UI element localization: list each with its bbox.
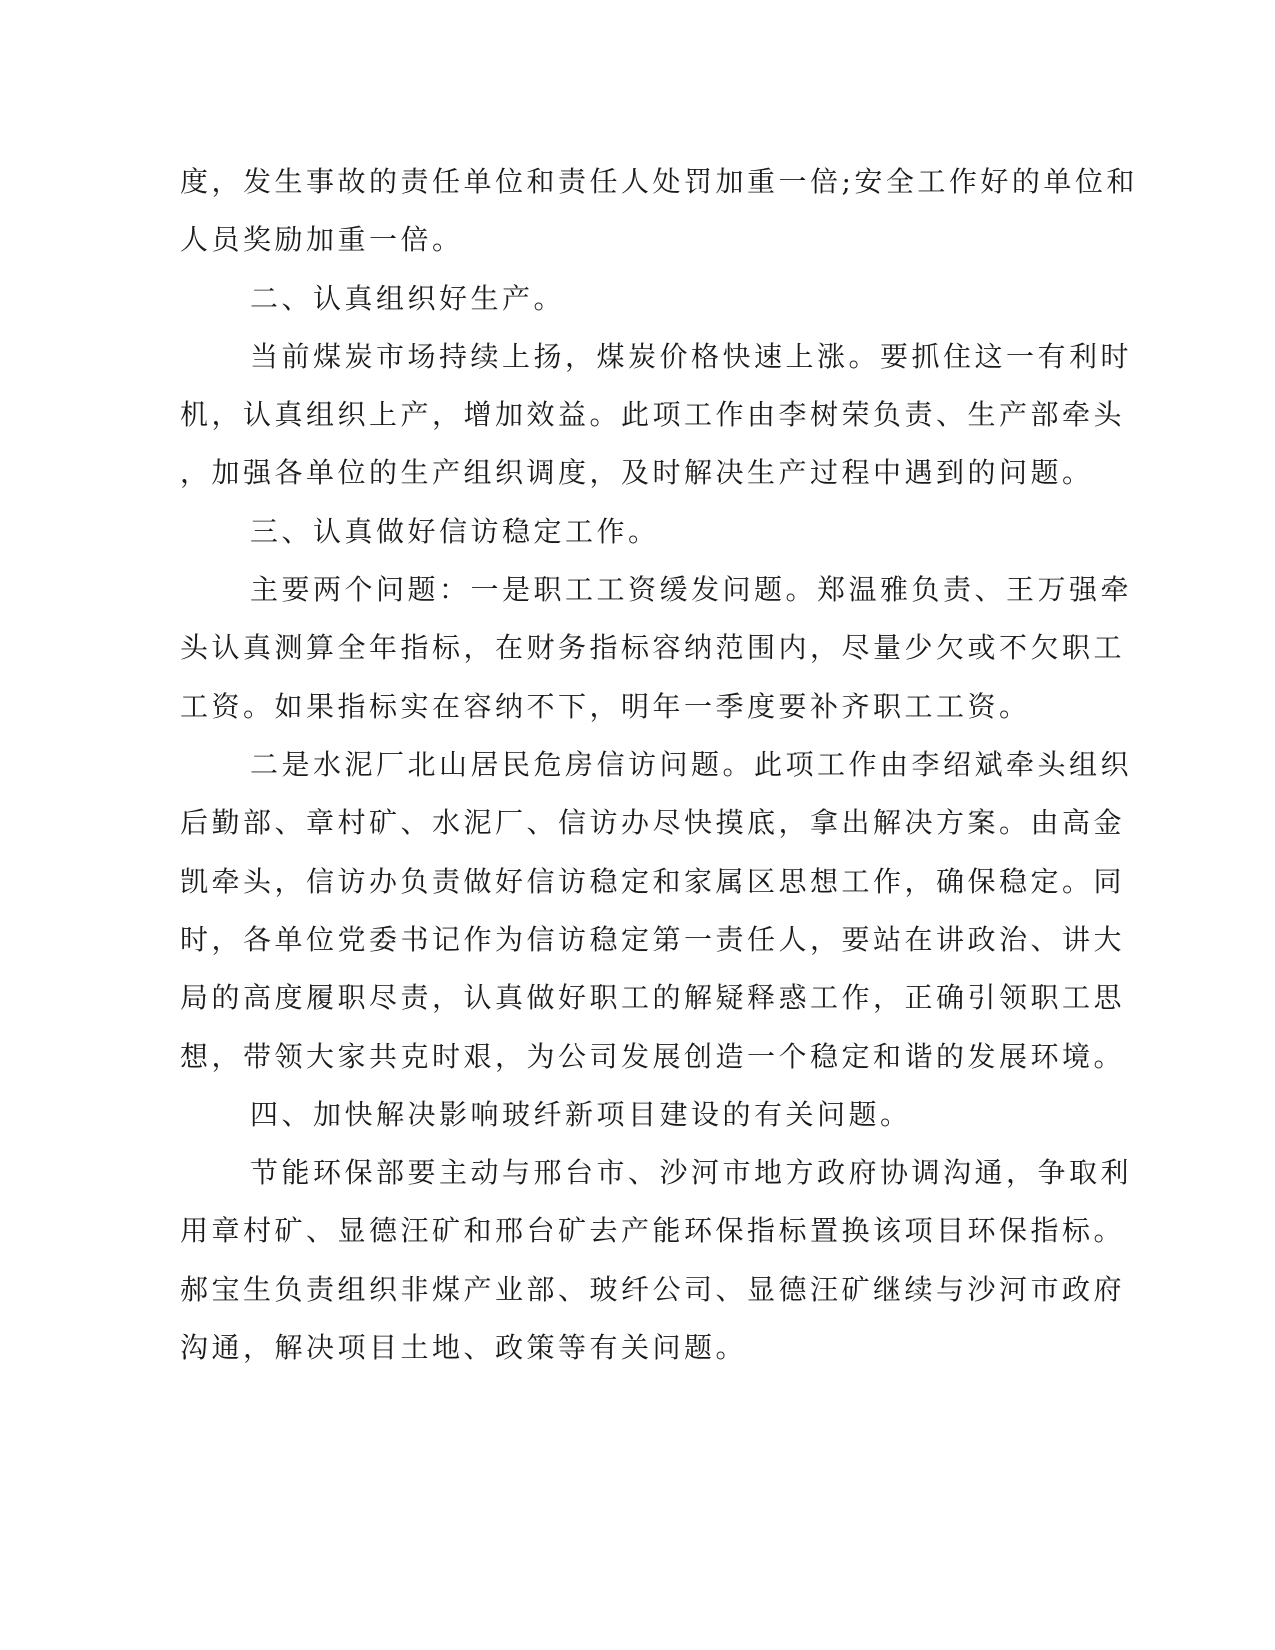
paragraph-line: 时，各单位党委书记作为信访稳定第一责任人，要站在讲政治、讲大 <box>180 923 1126 956</box>
paragraph-line: 郝宝生负责组织非煤产业部、玻纤公司、显德汪矿继续与沙河市政府 <box>180 1273 1126 1306</box>
paragraph-line: 二是水泥厂北山居民危房信访问题。此项工作由李绍斌牵头组织 <box>250 748 1133 781</box>
section-heading: 三、认真做好信访稳定工作。 <box>250 515 660 548</box>
paragraph-line: 工资。如果指标实在容纳不下，明年一季度要补齐职工工资。 <box>180 690 1031 723</box>
paragraph-line: 局的高度履职尽责，认真做好职工的解疑释惑工作，正确引领职工思 <box>180 981 1126 1014</box>
section-heading: 二、认真组织好生产。 <box>250 282 566 315</box>
paragraph-line: 主要两个问题：一是职工工资缓发问题。郑温雅负责、王万强牵 <box>250 573 1133 606</box>
paragraph-line: 凯牵头，信访办负责做好信访稳定和家属区思想工作，确保稳定。同 <box>180 865 1126 898</box>
paragraph-line: 想，带领大家共克时艰，为公司发展创造一个稳定和谐的发展环境。 <box>180 1040 1126 1073</box>
paragraph-line: 当前煤炭市场持续上扬，煤炭价格快速上涨。要抓住这一有利时 <box>250 340 1133 373</box>
paragraph-line: 度，发生事故的责任单位和责任人处罚加重一倍;安全工作好的单位和 <box>180 165 1138 198</box>
section-heading: 四、加快解决影响玻纤新项目建设的有关问题。 <box>250 1098 912 1131</box>
paragraph-line: 头认真测算全年指标，在财务指标容纳范围内，尽量少欠或不欠职工 <box>180 631 1126 664</box>
paragraph-line: 用章村矿、显德汪矿和邢台矿去产能环保指标置换该项目环保指标。 <box>180 1214 1126 1247</box>
paragraph-line: 人员奖励加重一倍。 <box>180 223 464 256</box>
paragraph-line: ，加强各单位的生产组织调度，及时解决生产过程中遇到的问题。 <box>180 456 1094 489</box>
paragraph-line: 机，认真组织上产，增加效益。此项工作由李树荣负责、生产部牵头 <box>180 398 1126 431</box>
paragraph-line: 节能环保部要主动与邢台市、沙河市地方政府协调沟通，争取利 <box>250 1156 1133 1189</box>
paragraph-line: 沟通，解决项目土地、政策等有关问题。 <box>180 1331 748 1364</box>
paragraph-line: 后勤部、章村矿、水泥厂、信访办尽快摸底，拿出解决方案。由高金 <box>180 806 1126 839</box>
